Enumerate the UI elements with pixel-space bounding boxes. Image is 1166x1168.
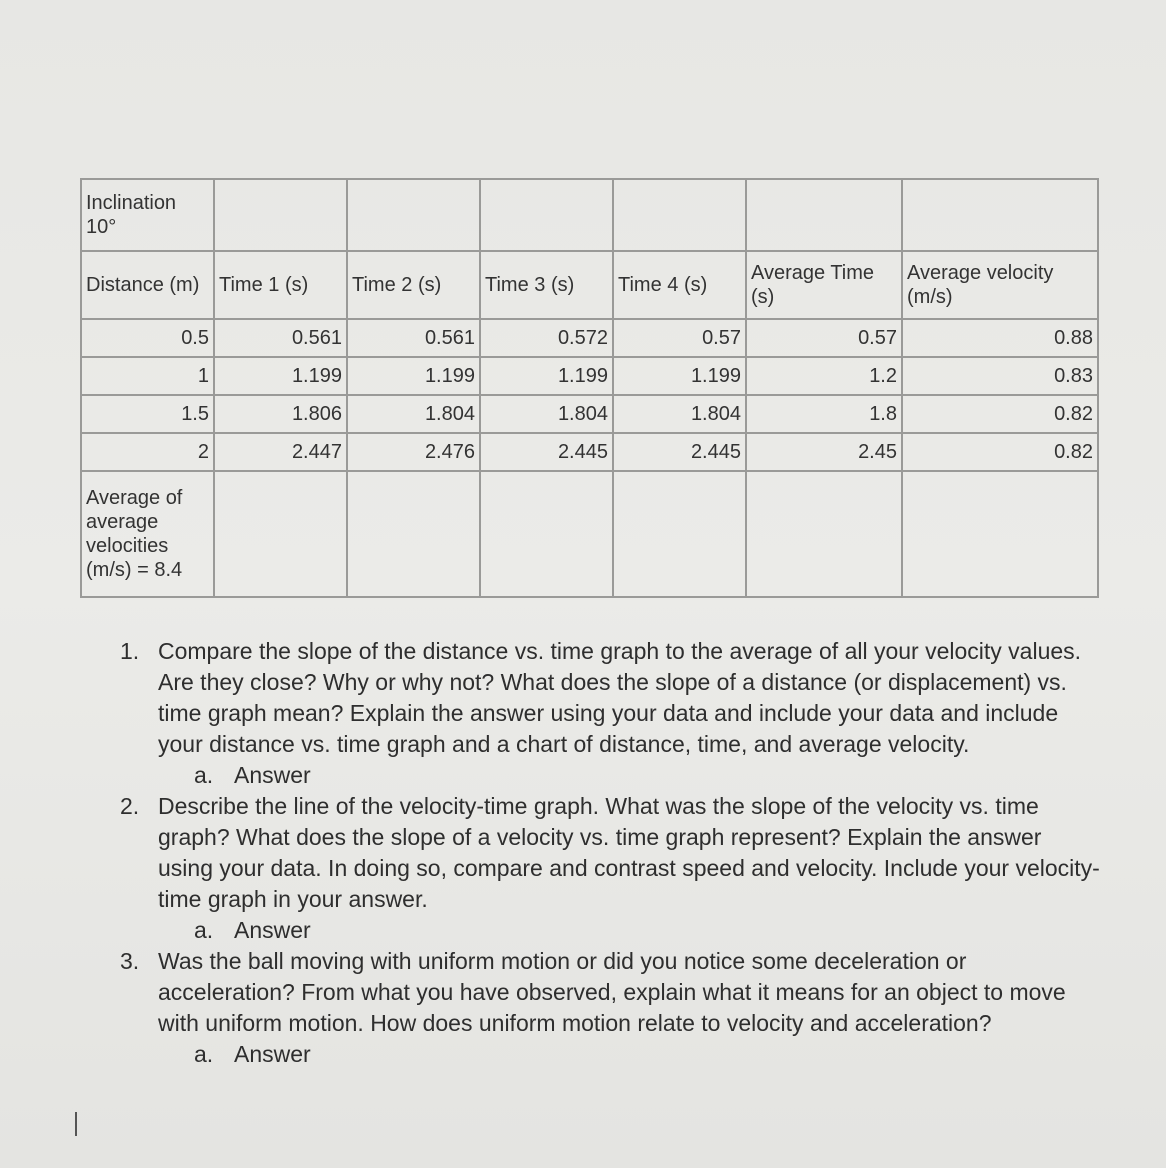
time-3-cell: 2.445 [480, 433, 613, 471]
average-velocity-cell: 0.82 [902, 433, 1098, 471]
time-2-cell: 1.804 [347, 395, 480, 433]
empty-cell [347, 471, 480, 597]
time-2-cell: 2.476 [347, 433, 480, 471]
empty-cell [214, 471, 347, 597]
question-item [110, 946, 1100, 1039]
table-row [81, 395, 1098, 433]
empty-cell [613, 179, 746, 251]
time-3-cell: 0.572 [480, 319, 613, 357]
question-text: Compare the slope of the distance vs. time graph to the average of all your velocity values. Are they close? Why or why not? What does the slope of a distance (or displacement) vs. time graph mean? Explain the answer using your data and include your data and include your distance vs. time graph and a chart of distance, time, and average velocity. [158, 638, 1082, 757]
time-4-cell: 0.57 [613, 319, 746, 357]
average-of-averages-cell: Average of average velocities (m/s) = 8.4 [81, 471, 214, 597]
header-time-4: Time 4 (s) [613, 251, 746, 319]
time-3-cell: 1.804 [480, 395, 613, 433]
inclination-row [81, 179, 1098, 251]
time-4-cell: 2.445 [613, 433, 746, 471]
empty-cell [214, 179, 347, 251]
average-velocity-cell: 0.88 [902, 319, 1098, 357]
answer-item[interactable] [110, 915, 1100, 946]
distance-cell: 0.5 [81, 319, 214, 357]
average-velocity-cell: 0.83 [902, 357, 1098, 395]
time-1-cell: 2.447 [214, 433, 347, 471]
header-row [81, 251, 1098, 319]
empty-cell [347, 179, 480, 251]
empty-cell [746, 179, 902, 251]
empty-cell [902, 179, 1098, 251]
text-cursor [75, 1112, 77, 1136]
footer-row [81, 471, 1098, 597]
inclination-label: Inclination [86, 192, 177, 214]
header-distance: Distance (m) [81, 251, 214, 319]
header-time-1: Time 1 (s) [214, 251, 347, 319]
question-number: 1. [120, 638, 140, 664]
question-item [110, 636, 1100, 760]
empty-cell [902, 471, 1098, 597]
question-text: Was the ball moving with uniform motion or did you notice some deceleration or acceleration? From what you have observed, explain what it means for an object to move with uniform motion. How does uniform motion relate to velocity and acceleration? [158, 948, 1066, 1036]
empty-cell [480, 471, 613, 597]
table-row [81, 319, 1098, 357]
data-table [80, 178, 1099, 598]
answer-letter: a. [194, 1041, 214, 1067]
average-time-cell: 1.8 [746, 395, 902, 433]
answer-item[interactable] [110, 760, 1100, 791]
empty-cell [746, 471, 902, 597]
time-2-cell: 0.561 [347, 319, 480, 357]
table-row [81, 433, 1098, 471]
time-1-cell: 1.806 [214, 395, 347, 433]
empty-cell [480, 179, 613, 251]
answer-text[interactable]: Answer [234, 917, 311, 943]
answer-letter: a. [194, 917, 214, 943]
time-2-cell: 1.199 [347, 357, 480, 395]
time-1-cell: 0.561 [214, 319, 347, 357]
empty-cell [613, 471, 746, 597]
average-time-cell: 0.57 [746, 319, 902, 357]
inclination-cell [81, 179, 214, 251]
answer-text[interactable]: Answer [234, 1041, 311, 1067]
question-number: 2. [120, 793, 140, 819]
distance-cell: 2 [81, 433, 214, 471]
time-3-cell: 1.199 [480, 357, 613, 395]
distance-cell: 1 [81, 357, 214, 395]
average-time-cell: 2.45 [746, 433, 902, 471]
answer-item[interactable] [110, 1039, 1100, 1070]
header-average-time: Average Time (s) [746, 251, 902, 319]
time-1-cell: 1.199 [214, 357, 347, 395]
average-velocity-cell: 0.82 [902, 395, 1098, 433]
average-time-cell: 1.2 [746, 357, 902, 395]
header-time-2: Time 2 (s) [347, 251, 480, 319]
time-4-cell: 1.804 [613, 395, 746, 433]
answer-letter: a. [194, 762, 214, 788]
question-list [110, 636, 1100, 1070]
header-time-3: Time 3 (s) [480, 251, 613, 319]
question-item [110, 791, 1100, 915]
header-average-velocity: Average velocity (m/s) [902, 251, 1098, 319]
inclination-value: 10° [86, 216, 117, 238]
time-4-cell: 1.199 [613, 357, 746, 395]
distance-cell: 1.5 [81, 395, 214, 433]
table-row [81, 357, 1098, 395]
question-number: 3. [120, 948, 140, 974]
question-text: Describe the line of the velocity-time graph. What was the slope of the velocity vs. time graph? What does the slope of a velocity vs. time graph represent? Explain the answer using your data. In doing so, compare and contrast speed and velocity. Include your velocity-time graph in your answer. [158, 793, 1100, 912]
answer-text[interactable]: Answer [234, 762, 311, 788]
